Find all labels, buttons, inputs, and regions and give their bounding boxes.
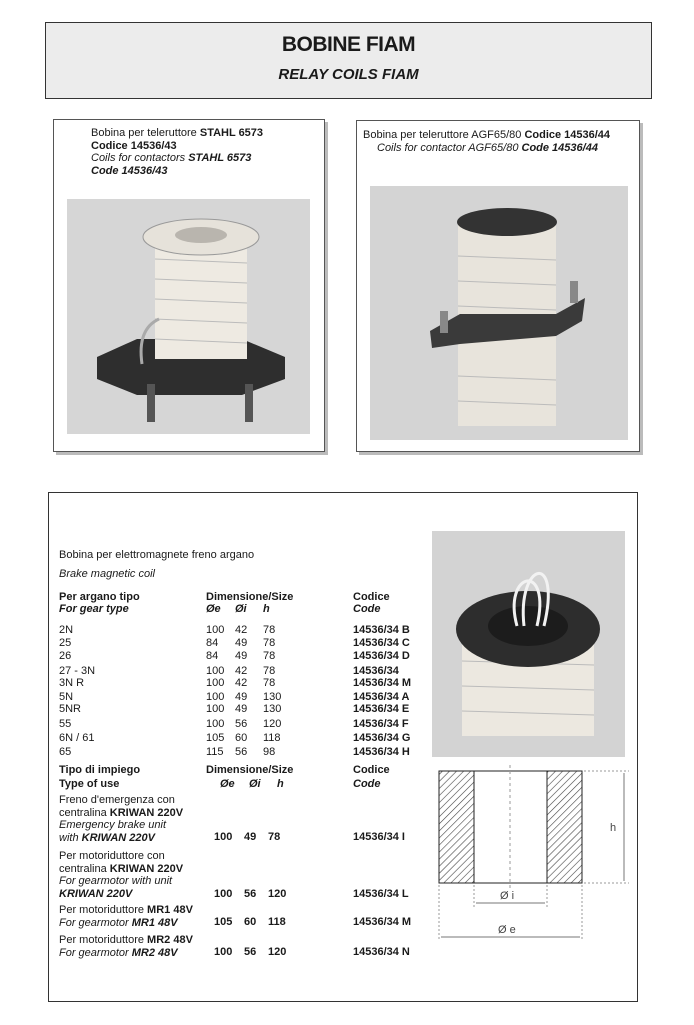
coil-right-wall: [547, 771, 582, 883]
label-h: h: [610, 822, 617, 834]
use3-description: Per motoriduttore MR1 48V For gearmotor MR1 48V: [59, 904, 193, 929]
use1-description: Freno d'emergenza con centralina KRIWAN 220V Emergency brake unit with KRIWAN 220V: [59, 794, 184, 844]
cell-type: 3N R: [59, 677, 85, 689]
use2-description: Per motoriduttore con centralina KRIWAN 220V For gearmotor with unit KRIWAN 220V: [59, 850, 184, 900]
stahl-coil-photo: [67, 199, 310, 434]
label-inner-diameter: Ø i: [500, 890, 515, 902]
brake-coil-photo: [432, 531, 625, 757]
cell-oe: 100: [206, 691, 225, 703]
cell-code: 14536/34 C: [353, 637, 410, 649]
cell-oe: 100: [206, 677, 225, 689]
use4-description: Per motoriduttore MR2 48V For gearmotor MR2 48V: [59, 934, 193, 959]
brake-subtitle: Brake magnetic coil: [59, 568, 155, 580]
cell-oi: 60: [235, 732, 248, 744]
page-title: BOBINE FIAM: [281, 33, 416, 56]
cell-oi: 56: [235, 718, 248, 730]
label-outer-diameter: Ø e: [498, 924, 516, 936]
cell-code: 14536/34 E: [353, 703, 410, 715]
coil-left-wall: [439, 771, 474, 883]
cell-code: 14536/34 D: [353, 650, 410, 662]
cell-oe: 100: [206, 703, 225, 715]
cell-oe: 105: [206, 732, 225, 744]
cell-oi: 49: [235, 637, 248, 649]
cell-type: 25: [59, 637, 72, 649]
cell-oe: 115: [206, 746, 224, 758]
cell-type: 5NR: [59, 703, 82, 715]
cell-type: 55: [59, 718, 72, 730]
cell-code: 14536/34 F: [353, 718, 409, 730]
agf-coil-photo: [370, 186, 628, 440]
cell-type: 26: [59, 650, 72, 662]
cell-oi: 42: [235, 677, 248, 689]
page-subtitle: RELAY COILS FIAM: [278, 66, 419, 83]
cell-type: 27 - 3N: [59, 665, 96, 677]
cell-h: 78: [263, 677, 276, 689]
cell-type: 5N: [59, 691, 74, 703]
cell-oi: 49: [235, 650, 248, 662]
cell-h: 118: [263, 732, 281, 744]
cell-oi: 42: [235, 624, 248, 636]
cell-h: 98: [263, 746, 276, 758]
cell-oe: 100: [206, 624, 225, 636]
cell-type: 6N / 61: [59, 732, 95, 744]
cell-oi: 49: [235, 703, 248, 715]
cell-oe: 100: [206, 665, 225, 677]
cell-oi: 56: [235, 746, 248, 758]
coil-cross-section-diagram: [434, 765, 634, 955]
page-header: [45, 22, 652, 99]
cell-code: 14536/34 B: [353, 624, 410, 636]
cell-type: 65: [59, 746, 72, 758]
cell-type: 2N: [59, 624, 74, 636]
cell-h: 78: [263, 650, 276, 662]
cell-oe: 100: [206, 718, 225, 730]
card-brake-coil: Bobina per elettromagnete freno argano Brake magnetic coil Per argano tipo Dimensione/Size Codice For gear type Øe Øi h Code 2N 100 42 78 14536/34 B 25 84 49 78 14536/34 C 26 84 49 78 14536/34 D 27 - 3N 100 42 78 14536/34 3N R 100 42 78 14536/34 M 5N 100 49 130 14536/34 A 5NR 100 49 130 14536/34 E 55 100 56 120 14536/34 F 6N / 61 105 60 118 14536/34 G 65 115 56 98 14536/34 H Tipo di impiego Dimensione/Size Codice Type of use Øe Øi h Code Freno d'emergenza con centralina KRIWAN 220V Emergency brake unit with KRIWAN 220V 100 49 78 14536/34 I Per motoriduttore con centralina KRIWAN 220V For gearmotor with unit KRIWAN 220V 100 56 120 14536/34 L Per motoriduttore MR1 48V For gearmotor MR1 48V 105 60 118 14536/34 M Per motoriduttore MR2 48V For gearmotor MR2 48V 100 56 120 14536/34 N h Ø i Ø e: [48, 492, 638, 1002]
cell-h: 130: [263, 703, 282, 715]
cell-oi: 49: [235, 691, 248, 703]
cell-h: 130: [263, 691, 282, 703]
cell-code: 14536/34 M: [353, 677, 412, 689]
cell-code: 14536/34 G: [353, 732, 411, 744]
cell-oi: 42: [235, 665, 248, 677]
cell-code: 14536/34 A: [353, 691, 410, 703]
cell-code: 14536/34: [353, 665, 399, 677]
card-agf-coil: [356, 120, 640, 452]
cell-oe: 84: [206, 637, 219, 649]
card-stahl-caption: Bobina per teleruttore STAHL 6573 Codice 14536/43 Coils for contactors STAHL 6573 Code 14536/43: [91, 127, 264, 177]
card-stahl-coil: [53, 119, 325, 452]
cell-oe: 84: [206, 650, 219, 662]
cell-h: 78: [263, 624, 276, 636]
cell-h: 78: [263, 665, 276, 677]
cell-h: 78: [263, 637, 276, 649]
card-agf-caption: Bobina per teleruttore AGF65/80 Codice 14536/44 Coils for contactor AGF65/80 Code 14536/44: [363, 129, 611, 154]
cell-code: 14536/34 H: [353, 746, 410, 758]
cell-h: 120: [263, 718, 282, 730]
brake-title: Bobina per elettromagnete freno argano: [59, 549, 255, 561]
